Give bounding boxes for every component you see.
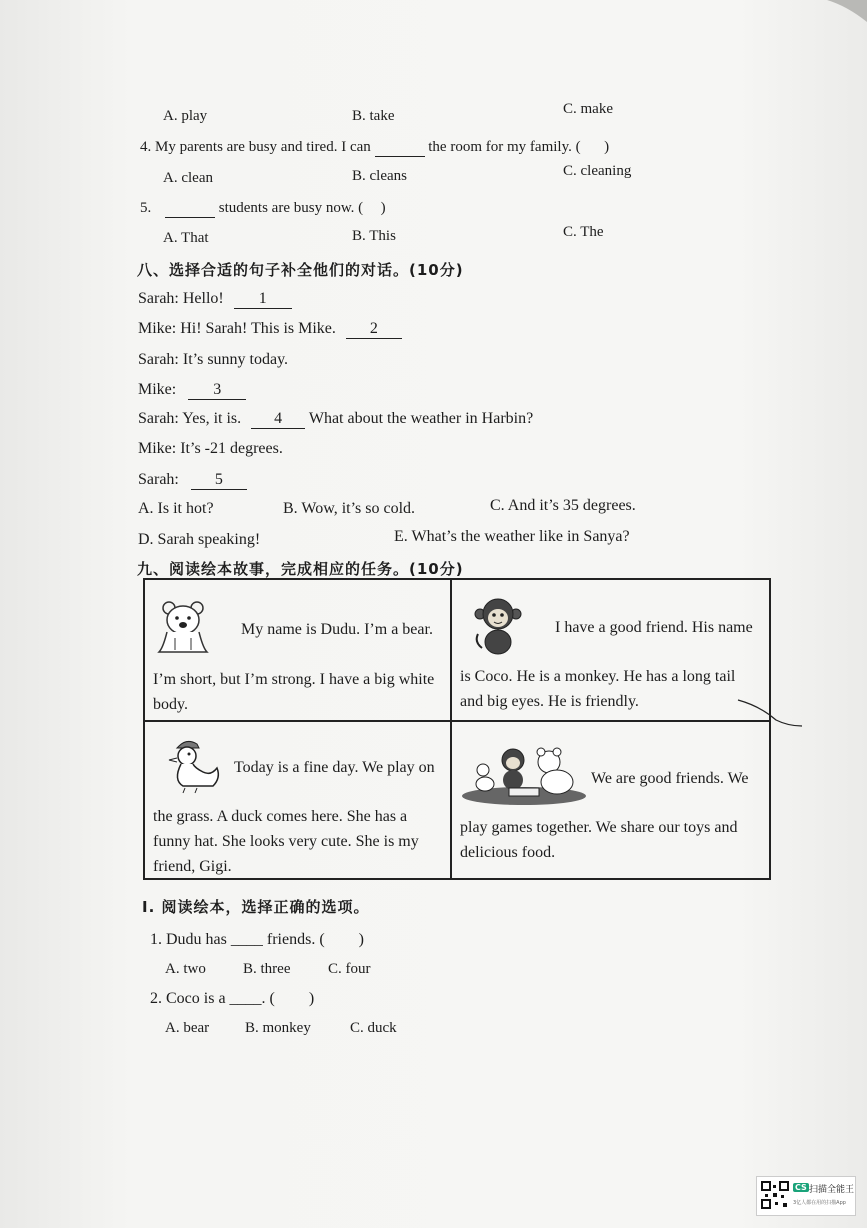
line-text: Hello! [182,290,224,307]
q5-text-after: students are busy now. ( [218,200,364,216]
q5-option-a: A. That [163,230,209,246]
bear-icon [153,598,215,654]
story-table [143,578,771,880]
paren-close: ) [308,990,315,1007]
dialogue-blank-2: 2 [346,320,402,339]
panel-3-line-2: the grass. A duck comes here. She has a [153,808,408,825]
table-divider-vertical [450,580,452,878]
panel-3-line-4: friend, Gigi. [153,858,232,875]
panel-1-line-1: My name is Dudu. I’m a bear. [241,621,433,638]
speaker: Mike: [138,381,177,398]
page-corner-shadow [807,0,867,30]
question-text: 2. Coco is a ____. ( [150,990,275,1007]
panel-2-line-3: and big eyes. He is friendly. [460,693,639,710]
qr-code-icon [761,1181,789,1209]
panel-3-line-3: funny hat. She looks very cute. She is my [153,833,419,850]
dialogue-blank-5: 5 [191,471,247,490]
line-text: Hi! Sarah! This is Mike. [180,320,336,337]
q3-option-a: A. play [163,108,208,124]
dialogue-line-4 [138,381,246,400]
speaker: Sarah: [138,471,179,488]
part-1-question-1 [150,931,364,949]
scanner-watermark [756,1176,856,1216]
section-8-heading: 八、选择合适的句子补全他们的对话。(10分) [137,261,464,279]
dialogue-line-2 [138,320,402,339]
scanner-brand: 扫描全能王 [809,1185,855,1195]
q4-option-b: B. cleans [352,168,407,184]
part-1-question-2 [150,990,314,1008]
panel-2-line-1: I have a good friend. His name [555,619,753,636]
part-1-heading: Ⅰ. 阅读绘本，选择正确的选项。 [142,898,370,916]
dialogue-line-6 [138,440,283,458]
scanner-note: 3亿人都在用的扫描App [793,1200,846,1206]
panel-4-line-1: We are good friends. We [591,770,749,787]
choice-d: D. Sarah speaking! [138,531,261,548]
panel-2-line-2: is Coco. He is a monkey. He has a long tail [460,668,736,685]
p1-q1-option-b: B. three [243,961,291,977]
paren-close: ) [358,931,364,948]
choice-b: B. Wow, it’s so cold. [283,500,416,517]
q5-number: 5. [140,200,152,216]
monkey-icon [472,596,524,656]
q5-blank [165,200,215,218]
speaker: Mike: [138,440,177,457]
q4-text-before: My parents are busy and tired. I can [155,139,371,155]
dialogue-line-7 [138,471,247,490]
line-text: Yes, it is. [182,410,242,427]
speaker: Mike: [138,320,177,337]
q5-paren-close: ) [380,200,386,216]
choice-a: A. Is it hot? [138,500,214,517]
section-9-heading: 九、阅读绘本故事，完成相应的任务。(10分) [137,560,464,578]
dialogue-blank-3: 3 [188,381,246,400]
line-text-after: What about the weather in Harbin? [308,410,534,427]
panel-1-line-3: body. [153,696,188,713]
dialogue-blank-4: 4 [251,410,305,429]
q5-option-b: B. This [352,228,396,244]
speaker: Sarah: [138,410,179,427]
p1-q1-option-c: C. four [328,961,371,977]
pen-stroke-mark [736,696,806,730]
q4-text-after: the room for my family. ( [428,139,581,155]
q4-option-a: A. clean [163,170,213,186]
choice-c: C. And it’s 35 degrees. [490,497,636,514]
speaker: Sarah: [138,290,179,307]
q5-option-c: C. The [563,224,604,240]
q3-option-c: C. make [563,101,613,117]
p1-q2-option-b: B. monkey [245,1020,311,1036]
table-divider-horizontal [145,720,769,722]
q3-option-b: B. take [352,108,395,124]
q4-blank [375,139,425,157]
panel-4-line-2: play games together. We share our toys and [460,819,738,836]
dialogue-blank-1: 1 [234,290,292,309]
q4-paren-close: ) [604,139,610,155]
question-text: 1. Dudu has ____ friends. ( [150,931,325,948]
question-4 [140,139,609,157]
p1-q2-option-c: C. duck [350,1020,397,1036]
friends-picnic-icon [461,740,587,806]
dialogue-line-1 [138,290,292,309]
dialogue-line-3 [138,351,288,369]
q4-option-c: C. cleaning [563,163,632,179]
p1-q2-option-a: A. bear [165,1020,210,1036]
panel-1-line-2: I’m short, but I’m strong. I have a big white [153,671,435,688]
panel-4-line-3: delicious food. [460,844,556,861]
scanner-logo-tag: CS [795,1183,807,1192]
panel-3-line-1: Today is a fine day. We play on [234,759,435,776]
dialogue-line-5 [138,410,533,429]
choice-e: E. What’s the weather like in Sanya? [394,528,630,545]
speaker: Sarah: [138,351,179,368]
question-5 [140,200,386,218]
line-text: It’s -21 degrees. [180,440,283,457]
duck-icon [167,738,223,794]
q4-number: 4. [140,139,152,155]
line-text: It’s sunny today. [182,351,289,368]
p1-q1-option-a: A. two [165,961,206,977]
